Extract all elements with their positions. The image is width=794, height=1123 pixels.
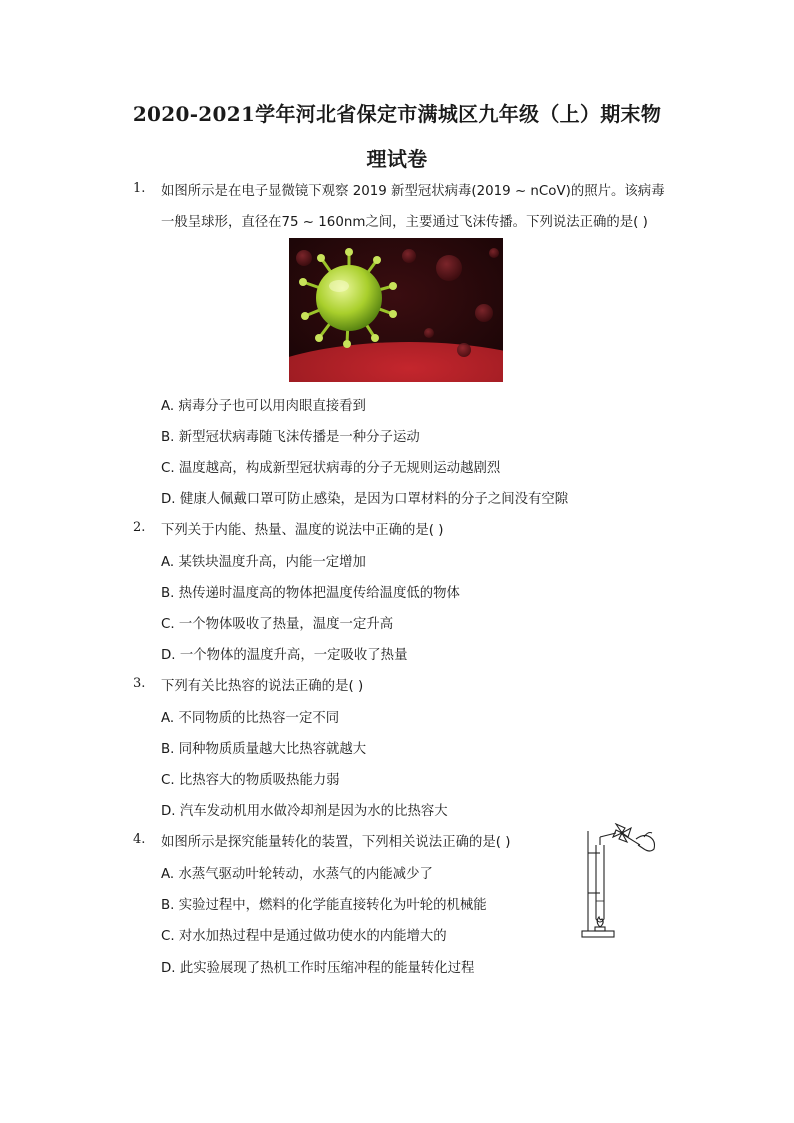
steam-pinwheel-apparatus-diagram <box>578 823 660 941</box>
question-4-number: 4. <box>133 832 146 847</box>
question-1-stem-line-2: 一般呈球形，直径在75 ~ 160nm之间，主要通过飞沫传播。下列说法正确的是( ) <box>161 215 648 230</box>
question-1-option-b[interactable]: B. 新型冠状病毒随飞沫传播是一种分子运动 <box>161 430 420 445</box>
coronavirus-micrograph-image <box>289 238 503 382</box>
question-4-option-a[interactable]: A. 水蒸气驱动叶轮转动，水蒸气的内能减少了 <box>161 867 433 882</box>
question-4-stem: 如图所示是探究能量转化的装置，下列相关说法正确的是( ) <box>161 835 511 850</box>
question-2-option-c[interactable]: C. 一个物体吸收了热量，温度一定升高 <box>161 617 394 632</box>
question-2-number: 2. <box>133 520 146 535</box>
question-2-option-a[interactable]: A. 某铁块温度升高，内能一定增加 <box>161 555 366 570</box>
question-4-option-b[interactable]: B. 实验过程中，燃料的化学能直接转化为叶轮的机械能 <box>161 898 487 913</box>
question-1-stem-line-1: 如图所示是在电子显微镜下观察 2019 新型冠状病毒(2019 ~ nCoV)的照片。该病毒 <box>161 184 665 199</box>
question-1-option-a[interactable]: A. 病毒分子也可以用肉眼直接看到 <box>161 399 366 414</box>
exam-title-line-2: 理试卷 <box>366 147 428 171</box>
question-1-option-c[interactable]: C. 温度越高，构成新型冠状病毒的分子无规则运动越剧烈 <box>161 461 501 476</box>
question-1-option-d[interactable]: D. 健康人佩戴口罩可防止感染，是因为口罩材料的分子之间没有空隙 <box>161 492 569 507</box>
question-2-option-d[interactable]: D. 一个物体的温度升高，一定吸收了热量 <box>161 648 408 663</box>
question-3-number: 3. <box>133 676 146 691</box>
question-3-option-d[interactable]: D. 汽车发动机用水做冷却剂是因为水的比热容大 <box>161 804 448 819</box>
question-3-option-a[interactable]: A. 不同物质的比热容一定不同 <box>161 711 340 726</box>
question-4-option-d[interactable]: D. 此实验展现了热机工作时压缩冲程的能量转化过程 <box>161 961 475 976</box>
question-3-stem: 下列有关比热容的说法正确的是( ) <box>161 679 364 694</box>
question-2-option-b[interactable]: B. 热传递时温度高的物体把温度传给温度低的物体 <box>161 586 460 601</box>
question-1-number: 1. <box>133 181 146 196</box>
question-3-option-c[interactable]: C. 比热容大的物质吸热能力弱 <box>161 773 340 788</box>
question-3-option-b[interactable]: B. 同种物质质量越大比热容就越大 <box>161 742 367 757</box>
question-2-stem: 下列关于内能、热量、温度的说法中正确的是( ) <box>161 523 444 538</box>
question-4-option-c[interactable]: C. 对水加热过程中是通过做功使水的内能增大的 <box>161 929 447 944</box>
exam-title-line-1: 2020-2021学年河北省保定市满城区九年级（上）期末物 <box>132 102 662 126</box>
